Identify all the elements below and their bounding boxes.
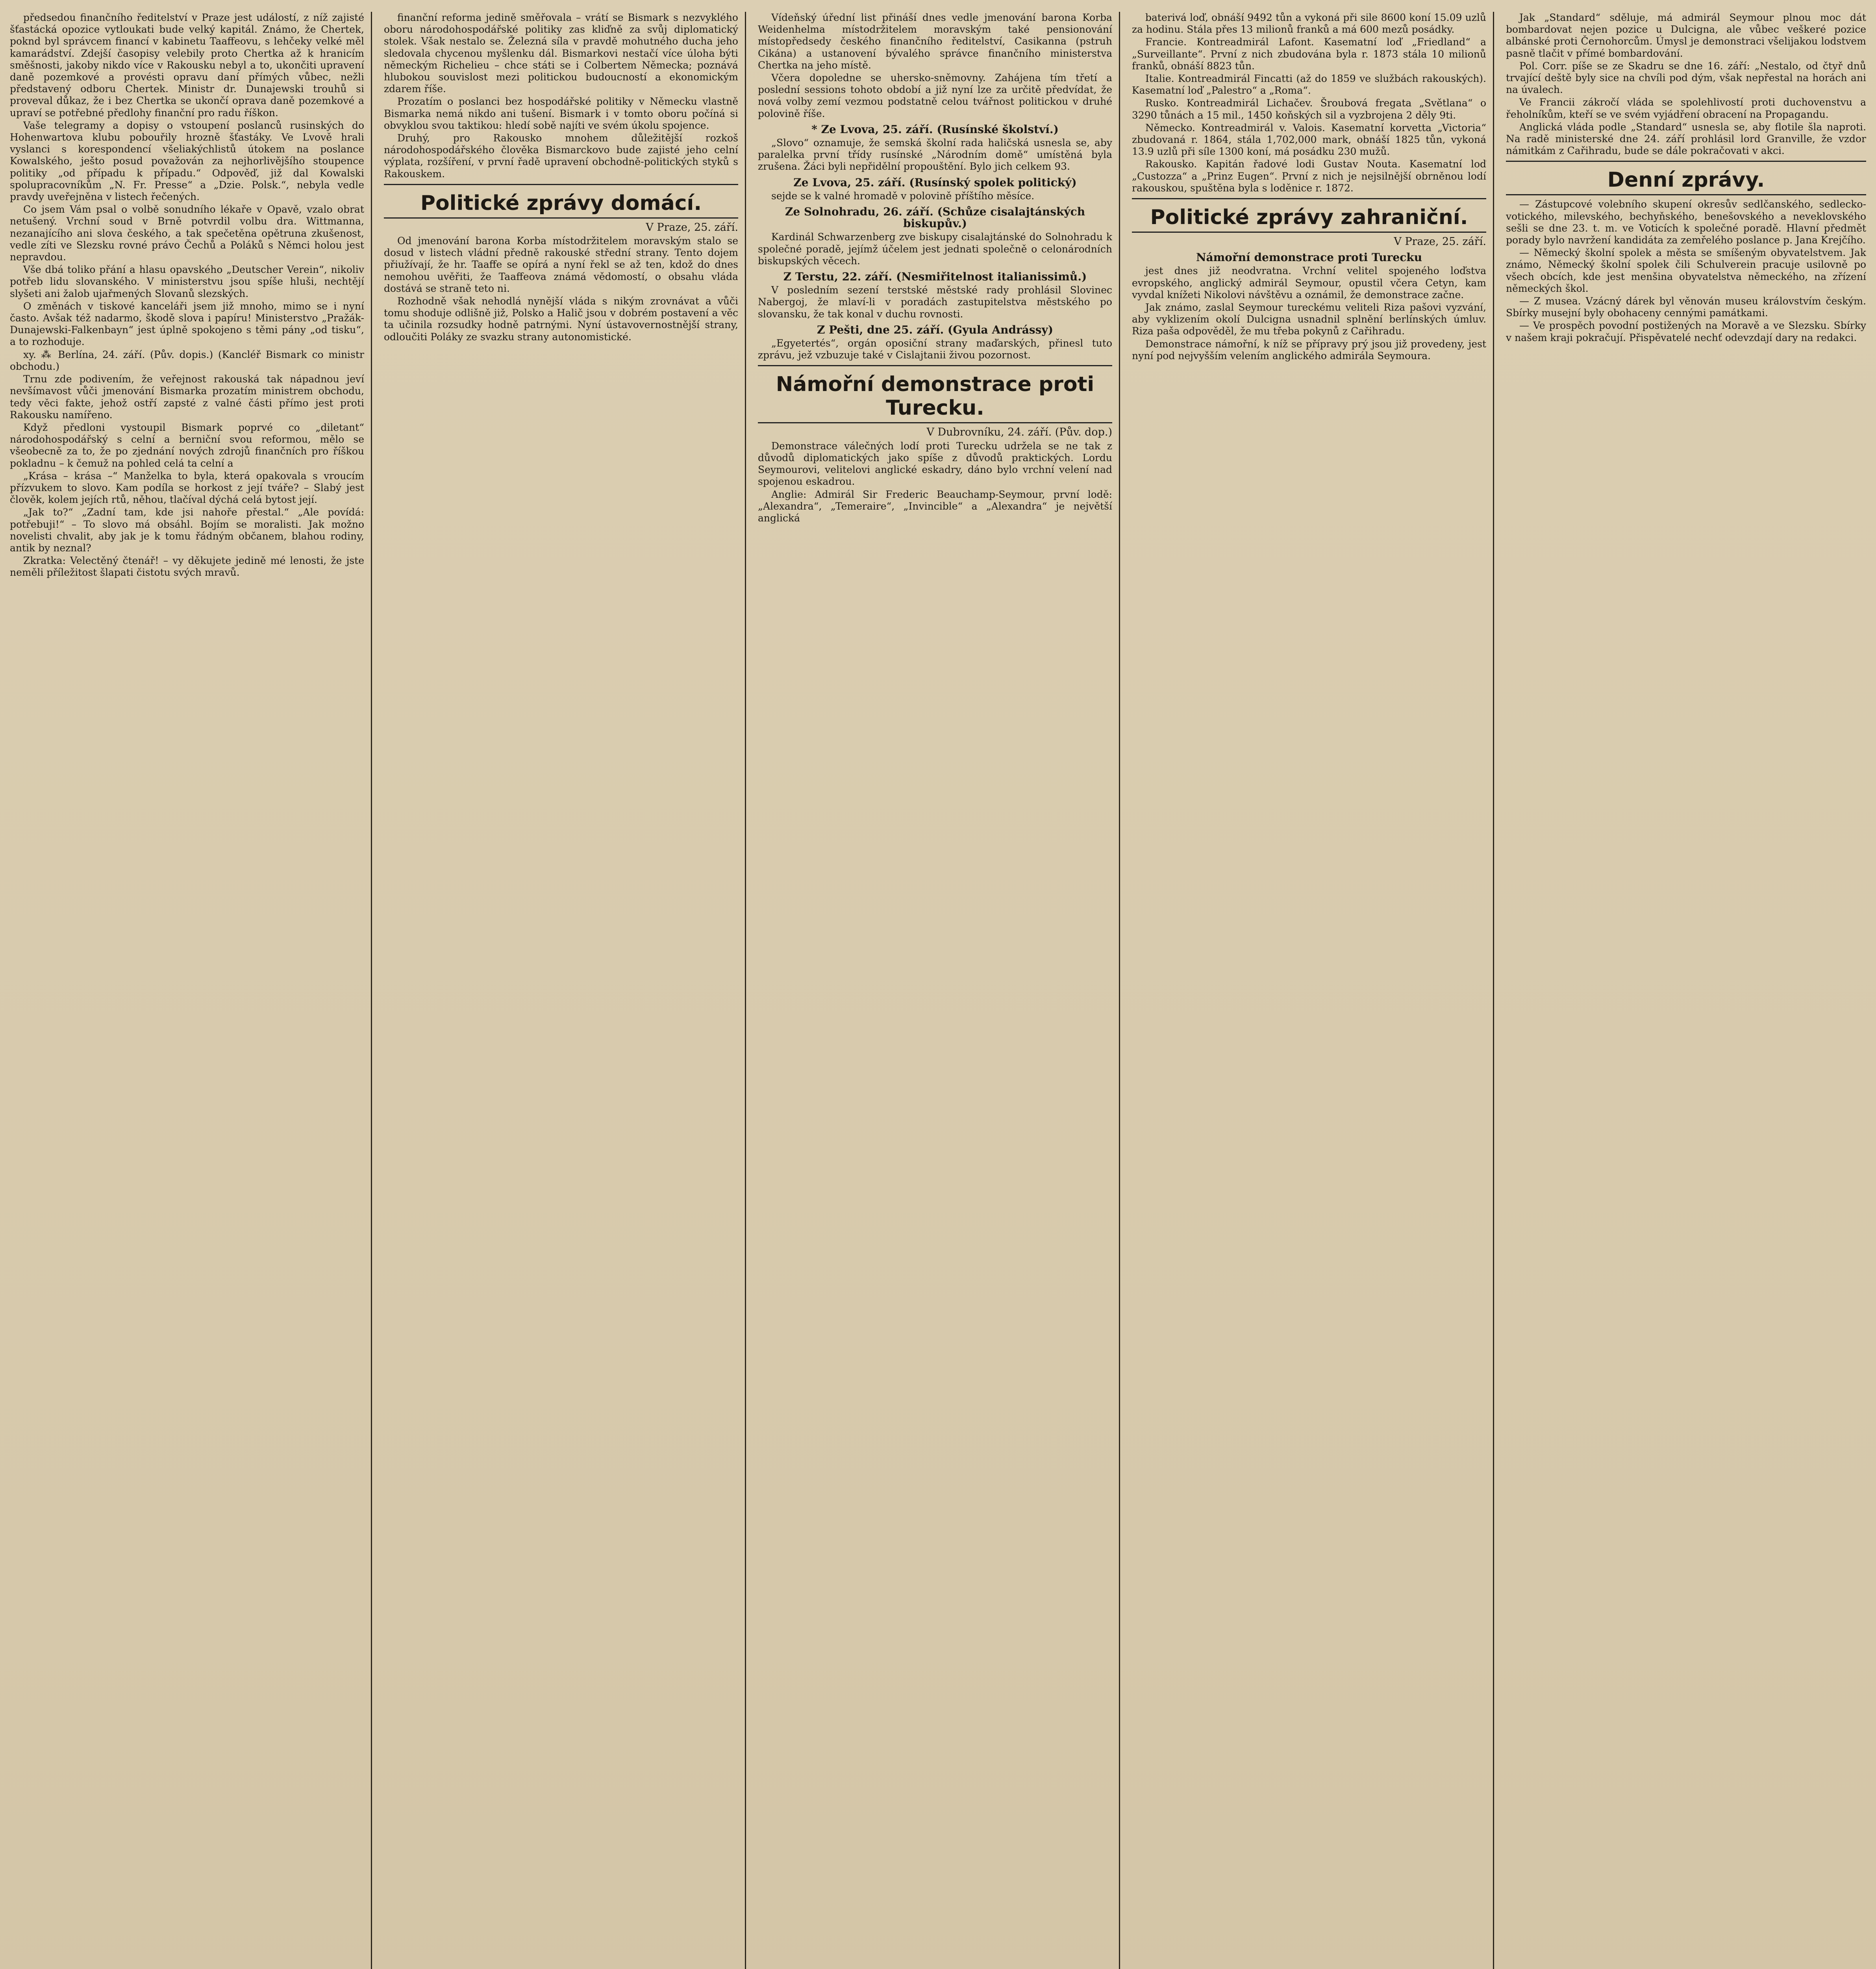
article-paragraph: Demonstrace válečných lodí proti Turecku udržela se ne tak z důvodů diplomatických jako spíše z důvodů praktických. Lordu Seymourovi, velitelovi anglické eskadry, dáno bylo vrchní velení nad spojenou eskadrou.: [758, 440, 1112, 488]
article-paragraph: O změnách v tiskové kanceláři jsem již mnoho, mimo se i nyní často. Avšak též nadarmo, škodě slova i papíru! Ministerstvo „Pražák-Dunajewski-Falkenbayn“ jest úplně spokojeno s těmi pány „od tisku“, a to rozhoduje.: [10, 300, 364, 348]
article-paragraph: Demonstrace námořní, k níž se přípravy prý jsou již provedeny, jest nyní pod nejvyšším velením anglického admirála Seymoura.: [1132, 338, 1486, 362]
column-1: [10, 12, 364, 1969]
dateline: V Dubrovníku, 24. září. (Pův. dop.): [926, 426, 1112, 439]
article-paragraph: Vídeňský úřední list přináší dnes vedle jmenování barona Korba Weidenhelma místodržitelem moravským také pensionování místopředsedy českého finančního ředitelství, Casikanna (pstruh Cikána) a ustanovení bývalého správce finančního ministerstva Chertka na jeho místě.: [758, 12, 1112, 71]
article-paragraph: předsedou finančního ředitelství v Praze jest událostí, z níž zajisté šťastácká opozice vytloukati bude velký kapitál. Známo, že Chertek, poknd byl správcem financí v kabinetu Taaffeovu, s lehčeky velké měl kamarádství. Zdejší časopisy velebily proto Chertka až k hranicím směšnosti, jakoby nikdo více v Rakousku nebyl a to, ukončiti upravení daně pozemkové a provésti opravu daní přímých vůbec, nežli představený odboru Chertek. Ministr dr. Dunajewski trouhů si proveval důkaz, že i bez Chertka se ukončí oprava daně pozemkové a upraví se potřebné předlohy finanční pro radu říškon.: [10, 12, 364, 119]
section-heading: Politické zprávy zahraniční.: [1150, 206, 1468, 230]
article-subheading: Námořní demonstrace proti Turecku: [1196, 251, 1422, 264]
article-paragraph: Vše dbá toliko přání a hlasu opavského „Deutscher Verein“, nikoliv potřeb lidu slovanského. V ministerstvu jsou spíše hluši, nechtějí slyšeti ani žalob ujařmených Slovanů slezských.: [10, 264, 364, 299]
article-paragraph: Anglická vláda podle „Standard“ usnesla se, aby flotile šla naproti. Na radě ministerské dne 24. září prohlásil lord Granville, že vzdor námitkám z Cařihradu, bude se dále pokračovati v akci.: [1506, 121, 1866, 157]
article-paragraph: Jak „Standard“ sděluje, má admirál Seymour plnou moc dát bombardovat nejen pozice u Dulcigna, ale vůbec veškeré pozice albánské proti Černohorcům. Úmysl je demonstraci všelijakou lodstvem pasně tlačit v přímé bombardování.: [1506, 12, 1866, 59]
dateline: V Praze, 25. září.: [1394, 235, 1486, 248]
article-paragraph: Včera dopoledne se uhersko-sněmovny. Zahájena tím třetí a poslední sessions tohoto období a již nyní lze za určitě předvídat, že nová volby zemí vezmou podstatně celou tvářnost politickou v druhé polovině říše.: [758, 72, 1112, 119]
article-paragraph: Pol. Corr. píše se ze Skadru se dne 16. září: „Nestalo, od čtyř dnů trvající deště byly sice na chvíli pod dým, však nepřestal na horách ani na úvalech.: [1506, 60, 1866, 96]
section-heading: Denní zprávy.: [1607, 168, 1765, 192]
article-paragraph: Rozhodně však nehodlá nynější vláda s nikým zrovnávat a vůči tomu shoduje odlišně již, Polsko a Halič jsou v dobrém postavení a věc ta učinila rozsudky hodně patrnými. Nyní ústavovernostnější strany, odloučiti Poláky ze svazku strany autonomistické.: [384, 295, 738, 343]
article-paragraph: Rakousko. Kapitán řadové lodi Gustav Nouta. Kasematní loď „Custozza“ a „Prinz Eugen“. První z nich je nejsilnější obrněnou lodí rakouskou, spuštěna byla s loděnice r. 1872.: [1132, 158, 1486, 194]
section-heading: Námořní demonstrace proti Turecku.: [776, 373, 1094, 420]
section-heading-box: [758, 365, 1112, 423]
article-paragraph: Druhý, pro Rakousko mnohem důležitější rozkoš národohospodářského člověka Bismarckovo bude zajisté jeho celní výplata, rozšíření, v první řadě upravení obchodně-politických styků s Rakouskem.: [384, 132, 738, 180]
article-paragraph: „Egyetertés“, orgán oposiční strany maďarských, přinesl tuto zprávu, jež vzbuzuje také v Cislajtanii živou pozornost.: [758, 337, 1112, 361]
article-paragraph: „Jak to?“ „Zadní tam, kde jsi nahoře přestal.“ „Ale povídá: potřebuji!“ – To slovo má obsáhl. Bojím se moralisti. Jak možno novelisti chvalit, aby jak je k tomu řádným občanem, blahou rodiny, antik by neznal?: [10, 506, 364, 554]
section-heading-box: [384, 184, 738, 219]
article-paragraph: Prozatím o poslanci bez hospodářské politiky v Německu vlastně Bismarka nemá nikdo ani tušení. Bismark i v tomto oboru počíná si obvyklou svou taktikou: hledí sobě najíti ve svém úkolu spojence.: [384, 96, 738, 131]
column-divider: [371, 12, 372, 1969]
section-heading-box: [1506, 161, 1866, 195]
article-paragraph: — Zástupcové volebního skupení okresův sedlčanského, sedlecko-votického, milevského, bechyňského, benešovského a neveklovského sešli se dne 23. t. m. ve Voticích k společné poradě. Hlavní předmět porady bylo navržení kandidáta za zemřelého poslance p. Jana Krejčího.: [1506, 198, 1866, 246]
article-paragraph: Trnu zde podivením, že veřejnost rakouská tak nápadnou jeví nevšímavost vůči jmenování Bismarka prozatím ministrem obchodu, tedy věci fakte, jehož ostří zapsté z valné části přímo jest proti Rakousku namířeno.: [10, 373, 364, 421]
column-5: [1506, 12, 1866, 1969]
article-paragraph: Od jmenování barona Korba místodržitelem moravským stalo se dosud v listech vládní předně rakouské střední strany. Tento dojem přiužívají, že hr. Taaffe se opírá a nyní řekl se až ten, kdož do dnes nemohou uvěřiti, že Taaffeova známá vědomostí, o obsahu vláda dostává se straně teto ni.: [384, 235, 738, 294]
column-4: [1132, 12, 1486, 1969]
article-subheading: Ze Solnohradu, 26. září. (Schůze cisalajtánských biskupův.): [785, 205, 1085, 230]
article-paragraph: Když předloni vystoupil Bismark poprvé co „diletant“ národohospodářský s celní a berniční svou reformou, mělo se všeobecně za to, že po zjednání nových zdrojů finančních pro říškou pokladnu – k čemuž na pohled celá ta celní a: [10, 421, 364, 469]
article-paragraph: Rusko. Kontreadmirál Lichačev. Šroubová fregata „Světlana“ o 3290 tůnách a 15 mil., 1450 koňských sil a vyzbrojena 2 děly 9ti.: [1132, 97, 1486, 121]
article-paragraph: — Z musea. Vzácný dárek byl věnován museu královstvím českým. Sbírky musejní byly obohaceny cennými památkami.: [1506, 295, 1866, 319]
article-paragraph: Německo. Kontreadmirál v. Valois. Kasematní korvetta „Victoria“ zbudovaná r. 1864, stála 1,702,000 mark, obnáší 1825 tůn, vykoná 13.9 uzlů při síle 1300 koní, má posádku 230 mužů.: [1132, 122, 1486, 158]
column-3: [758, 12, 1112, 1969]
section-heading: Politické zprávy domácí.: [420, 191, 702, 215]
article-paragraph: Jak známo, zaslal Seymour tureckému veliteli Riza pašovi vyzvání, aby vyklizením okolí Dulcigna usnadnil splnění berlínských úmluv. Riza paša odpověděl, že mu třeba pokynů z Cařihradu.: [1132, 302, 1486, 337]
column-divider: [1119, 12, 1120, 1969]
article-paragraph: sejde se k valné hromadě v polovině příštího měsíce.: [771, 190, 1035, 202]
article-paragraph: baterivá loď, obnáší 9492 tůn a vykoná při sile 8600 koní 15.09 uzlů za hodinu. Stála přes 13 milionů franků a má 600 mezů posádky.: [1132, 12, 1486, 35]
column-divider: [1493, 12, 1494, 1969]
article-paragraph: Kardinál Schwarzenberg zve biskupy cisalajtánské do Solnohradu k společné poradě, jejímž účelem jest jednati společně o celonárodních biskupských věcech.: [758, 231, 1112, 267]
article-paragraph: Francie. Kontreadmirál Lafont. Kasematní loď „Friedland“ a „Surveillante“. První z nich zbudována byla r. 1873 stála 10 milionů franků, obnáší 8823 tůn.: [1132, 36, 1486, 72]
article-paragraph: „Slovo“ oznamuje, že semská školní rada haličská usnesla se, aby paralelka první třídy rusínské „Národním domě“ umístěná byla zrušena. Žáci byli nepřidělní propouštění. Bylo jich celkem 93.: [758, 137, 1112, 172]
article-paragraph: — Ve prospěch povodní postižených na Moravě a ve Slezsku. Sbírky v našem kraji pokračují. Přispěvatelé nechť odevzdají dary na redakci.: [1506, 320, 1866, 343]
article-paragraph: jest dnes již neodvratna. Vrchní velitel spojeného loďstva evropského, anglický admirál Seymour, opustil včera Cetyn, kam vyvdal knížeti Nikolovi návštěvu a oznámil, že demonstrace začne.: [1132, 265, 1486, 300]
article-paragraph: Vaše telegramy a dopisy o vstoupení poslanců rusinských do Hohenwartova klubu pobouřily hrozně šťastáky. Ve Lvově hrali vyslanci s korespondencí všeliakýchlistů útokem na poslance Kowalského, ješto posud považován za nejhorlivějšího stoupence politiky „od případu k případu.“ Odpověď, již dal Kowalski spolupracovníkům „N. Fr. Presse“ a „Dzie. Polsk.“, nebyla vedle pravdy uveřejněna v listech řečených.: [10, 119, 364, 203]
article-subheading: Z Terstu, 22. září. (Nesmiřitelnost italianissimů.): [783, 270, 1087, 284]
column-2: [384, 12, 738, 1969]
article-subheading: Z Pešti, dne 25. září. (Gyula Andrássy): [817, 323, 1053, 336]
article-paragraph: — Německý školní spolek a města se smíšeným obyvatelstvem. Jak známo, Německý školní spolek čili Schulverein pracuje usilovně po všech obcích, kde jest menšina obyvatelstva německého, na zřízení německých škol.: [1506, 247, 1866, 294]
dateline: V Praze, 25. září.: [646, 221, 738, 234]
article-paragraph: Co jsem Vám psal o volbě sonudního lékaře v Opavě, vzalo obrat netušený. Vrchní soud v Brně potvrdil volbu dra. Wittmanna, nezanajícího ani slova českého, a tak spečetěna opětruna zkušenost, vedle zíti ve Slezsku rovné právo Čechů a Poláků s Němci holou jest nepravdou.: [10, 204, 364, 263]
article-paragraph: „Krása – krása –“ Manželka to byla, která opakovala s vroucím přízvukem to slovo. Kam podíla se horkost z její tváře? – Slabý jest člověk, kolem jejích rtů, něhou, tlačíval dýchá celá bytost její.: [10, 470, 364, 506]
article-paragraph: Zkratka: Velectěný čtenář! – vy děkujete jedině mé lenosti, že jste neměli příležitost šlapati čistotu svých mravů.: [10, 555, 364, 578]
article-subheading: * Ze Lvova, 25. září. (Rusínské školství.): [811, 122, 1059, 136]
article-paragraph: V posledním sezení terstské městské rady prohlásil Slovinec Nabergoj, že mlaví-li v poradách zastupitelstva městského po slovansku, že tak konal v duchu rovnosti.: [758, 284, 1112, 320]
article-paragraph: Anglie: Admirál Sir Frederic Beauchamp-Seymour, první lodě: „Alexandra“, „Temeraire“, „Invincible“ a „Alexandra“ je největší anglická: [758, 488, 1112, 524]
article-paragraph: Ve Francii zákročí vláda se spolehlivostí proti duchovenstvu a řeholníkům, kteří se ve svém vyjádření obracení na Propagandu.: [1506, 96, 1866, 120]
article-paragraph: xy. ⁂ Berlína, 24. září. (Pův. dopis.) (Kancléř Bismark co ministr obchodu.): [10, 349, 364, 372]
column-divider: [745, 12, 746, 1969]
section-heading-box: [1132, 198, 1486, 233]
article-subheading: Ze Lvova, 25. září. (Rusínský spolek politický): [793, 176, 1077, 189]
article-paragraph: finanční reforma jedině směřovala – vrátí se Bismark s nezvyklého oboru národohospodářské politiky zas kliďně za svůj diplomatický stolek. Však nestalo se. Železná síla v pravdě mohutného ducha jeho sledovala chycenou myšlenku dál. Bismarkovi nestačí více úloha býti německým Richelieu – chce státi se i Colbertem Německa; poznává hlubokou souvislost mezi politickou budoucností a ekonomickým zdarem říše.: [384, 12, 738, 95]
article-paragraph: Italie. Kontreadmirál Fincatti (až do 1859 ve službách rakouských). Kasematní loď „Palestro“ a „Roma“.: [1132, 73, 1486, 96]
